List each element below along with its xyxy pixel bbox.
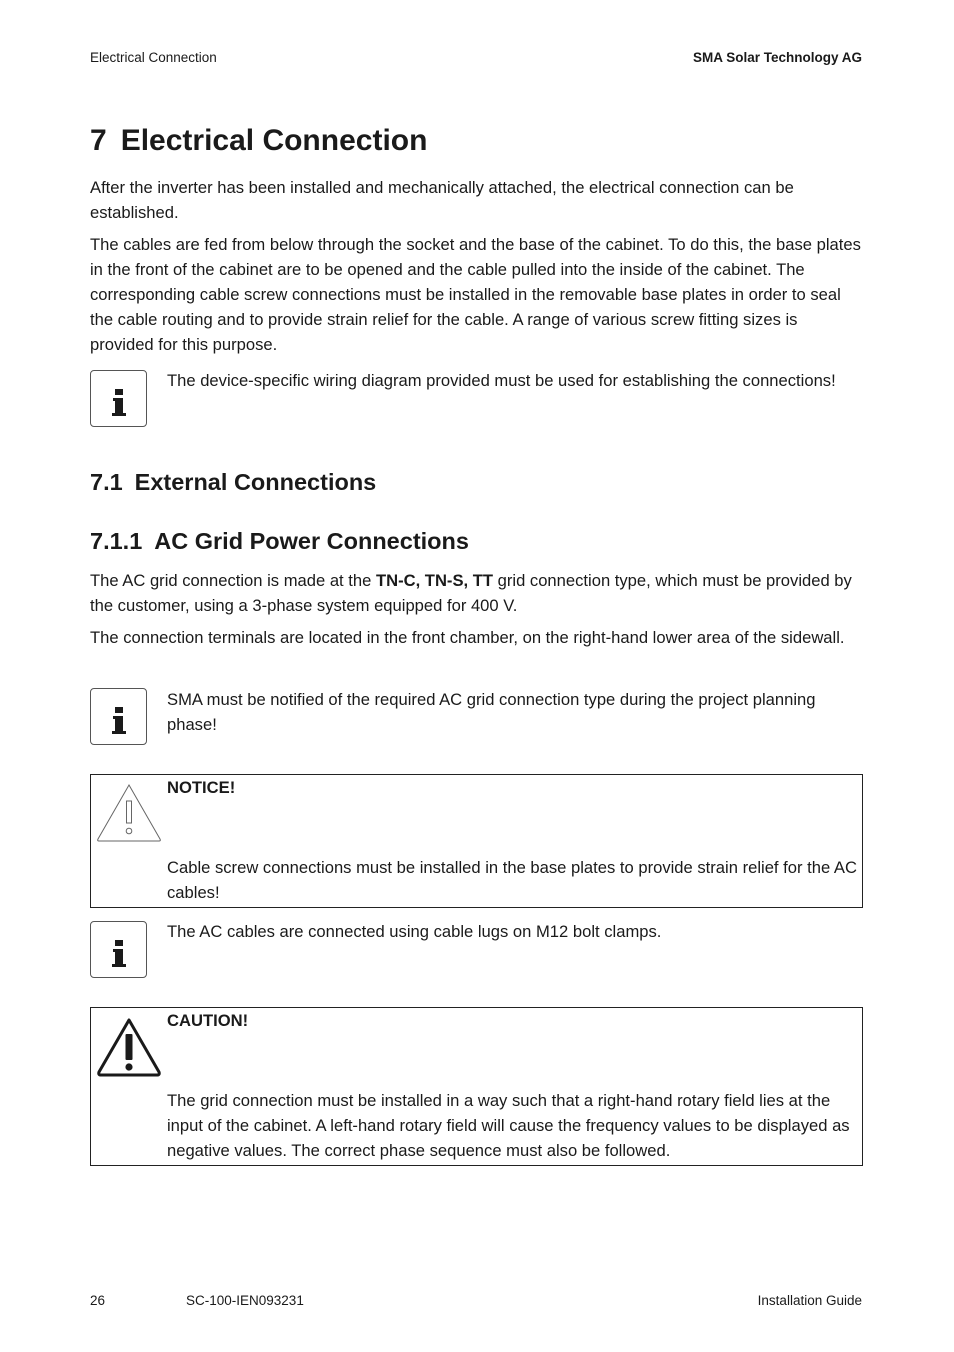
section-heading-7-1 <box>90 469 376 496</box>
chapter-heading <box>90 124 427 158</box>
section-number: 7.1.1 <box>90 528 143 554</box>
caution-title: CAUTION! <box>167 1011 249 1030</box>
info-text: The device-specific wiring diagram provided must be used for establishing the connections! <box>167 371 836 390</box>
grid-type-bold: TN-C, TN-S, TT <box>375 571 494 590</box>
chapter-number: 7 <box>90 124 107 157</box>
info-note-cable-lugs <box>90 921 864 979</box>
section-heading-7-1-1 <box>90 528 469 555</box>
info-text: The AC cables are connected using cable lugs on M12 bolt clamps. <box>167 922 662 941</box>
header-company: SMA Solar Technology AG <box>692 50 862 65</box>
notice-title: NOTICE! <box>167 778 236 797</box>
info-note-sma <box>90 688 864 746</box>
footer-doc-type: Installation Guide <box>757 1293 862 1308</box>
chapter-title: Electrical Connection <box>120 124 428 157</box>
caution-warning-icon <box>95 1014 163 1083</box>
info-icon <box>90 688 147 745</box>
section-title: AC Grid Power Connections <box>154 528 469 554</box>
notice-box <box>90 774 863 908</box>
caution-text: The grid connection must be installed in a way such that a right-hand rotary field lies at the input of the cabinet. A left-hand rotary field will cause the frequency values to be displayed as negative values. The correct phase sequence must also be followed. <box>167 1091 850 1160</box>
intro-paragraph-2: The cables are fed from below through the socket and the base of the cabinet. To do this, the base plates in the front of the cabinet are to be opened and the cable pulled into the inside of the cabinet. The corresponding cable screw connections must be installed in the removable base plates in order to seal the cable routing and to provide strain relief for the cable. A range of various screw fitting sizes is provided for this purpose. <box>90 235 861 354</box>
caution-box <box>90 1007 863 1166</box>
footer-page-number: 26 <box>90 1293 106 1308</box>
header-section-title: Electrical Connection <box>90 50 217 65</box>
info-icon <box>90 921 147 978</box>
info-note-wiring <box>90 370 864 428</box>
info-icon <box>90 370 147 427</box>
section-title: External Connections <box>134 469 377 495</box>
intro-paragraph-1: After the inverter has been installed and mechanically attached, the electrical connection can be established. <box>90 178 794 222</box>
notice-text: Cable screw connections must be installed in the base plates to provide strain relief for the AC cables! <box>167 858 857 902</box>
ac-grid-paragraph-2: The connection terminals are located in the front chamber, on the right-hand lower area of the sidewall. <box>90 628 845 647</box>
info-text: SMA must be notified of the required AC grid connection type during the project planning phase! <box>167 690 816 734</box>
ac-grid-paragraph-1: The AC grid connection is made at the TN-C, TN-S, TT grid connection type, which must be provided by the customer, using a 3-phase system equipped for 400 V. <box>90 571 852 615</box>
section-number: 7.1 <box>90 469 123 495</box>
footer-doc-id: SC-100-IEN093231 <box>186 1293 304 1308</box>
notice-warning-icon <box>95 781 163 848</box>
